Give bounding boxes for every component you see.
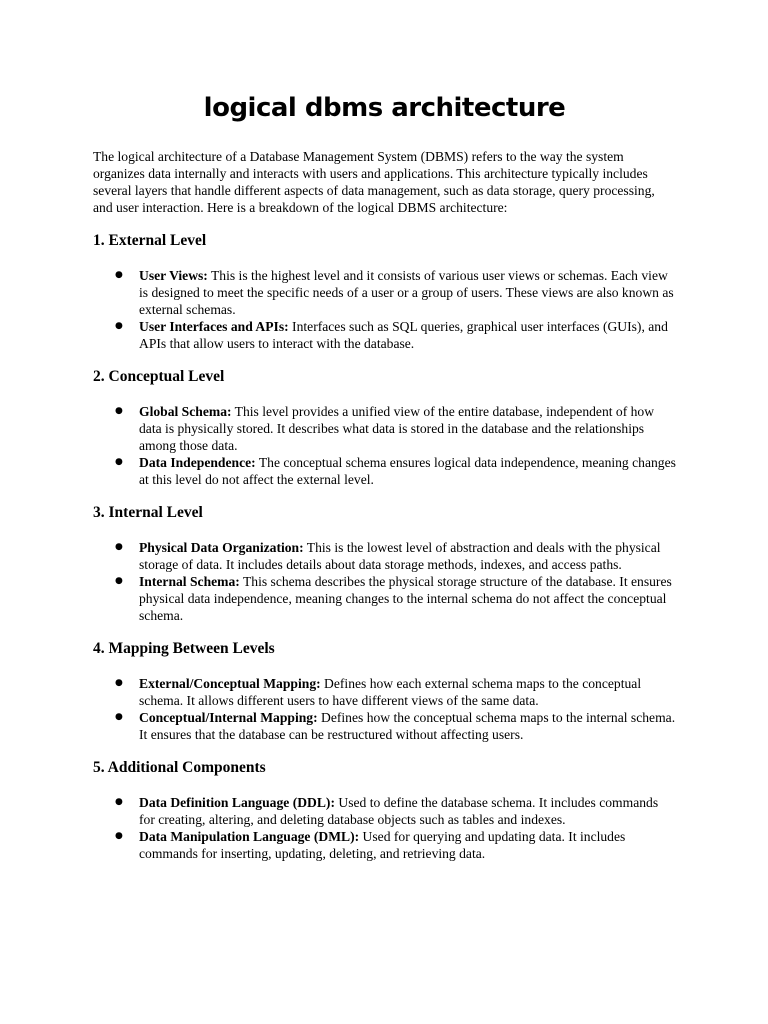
section-heading: 2. Conceptual Level [93, 368, 225, 385]
bullet-icon: ● [115, 542, 123, 552]
list-item [115, 794, 676, 828]
section-heading: 1. External Level [93, 232, 207, 249]
section-heading: 4. Mapping Between Levels [93, 640, 275, 657]
item-text: Interfaces such as SQL queries, graphical user interfaces (GUIs), and APIs that allow users to interact with the database. [139, 319, 668, 351]
item-text: Defines how each external schema maps to the conceptual schema. It allows different users to have different views of the same data. [139, 676, 642, 708]
section-conceptual-level [93, 367, 676, 488]
item-text: Used to define the database schema. It includes commands for creating, altering, and deleting database objects such as tables and indexes. [139, 795, 659, 827]
item-term: User Views: [139, 268, 208, 283]
list-item [115, 828, 676, 862]
list-item [115, 675, 676, 709]
bullet-icon: ● [115, 406, 123, 416]
item-text: This level provides a unified view of the entire database, independent of how data is physically stored. It describes what data is stored in the database and the relationships among those data. [139, 404, 655, 453]
list-item [115, 403, 676, 454]
item-term: Conceptual/Internal Mapping: [139, 710, 318, 725]
section-heading: 3. Internal Level [93, 504, 203, 521]
item-text: The conceptual schema ensures logical data independence, meaning changes at this level do not affect the external level. [139, 455, 676, 487]
item-term: Data Independence: [139, 455, 256, 470]
item-text: This is the highest level and it consists of various user views or schemas. Each view is designed to meet the specific needs of a user or a group of users. These views are also known as external schemas. [139, 268, 674, 317]
list-item [115, 573, 676, 624]
intro-paragraph: The logical architecture of a Database Management System (DBMS) refers to the way the system organizes data internally and interacts with users and applications. This architecture typically includes several layers that handle different aspects of data management, such as data storage, query processing, and user interaction. Here is a breakdown of the logical DBMS architecture: [93, 149, 655, 215]
section-heading: 5. Additional Components [93, 759, 266, 776]
item-term: Physical Data Organization: [139, 540, 304, 555]
list-item [115, 454, 676, 488]
item-term: Global Schema: [139, 404, 232, 419]
item-text: Defines how the conceptual schema maps to the internal schema. It ensures that the database can be restructured without affecting users. [139, 710, 676, 742]
item-term: External/Conceptual Mapping: [139, 676, 321, 691]
bullet-icon: ● [115, 831, 123, 841]
list-item [115, 539, 676, 573]
bullet-icon: ● [115, 457, 123, 467]
section-additional-components [93, 758, 676, 862]
list-item [115, 318, 676, 352]
bullet-icon: ● [115, 678, 123, 688]
page-title: logical dbms architecture [203, 93, 566, 123]
bullet-icon: ● [115, 797, 123, 807]
bullet-list [93, 267, 676, 352]
item-term: Data Definition Language (DDL): [139, 795, 335, 810]
list-item [115, 267, 676, 318]
item-text: This schema describes the physical storage structure of the database. It ensures physical data independence, meaning changes to the internal schema do not affect the conceptual schema. [139, 574, 672, 623]
section-mapping-between-levels [93, 639, 676, 743]
bullet-icon: ● [115, 321, 123, 331]
bullet-list [93, 675, 676, 743]
item-term: Internal Schema: [139, 574, 240, 589]
item-text: This is the lowest level of abstraction and deals with the physical storage of data. It includes details about data storage methods, indexes, and access paths. [139, 540, 661, 572]
bullet-icon: ● [115, 270, 123, 280]
section-external-level [93, 231, 676, 352]
bullet-list [93, 794, 676, 862]
list-item [115, 709, 676, 743]
item-term: Data Manipulation Language (DML): [139, 829, 360, 844]
bullet-list [93, 403, 676, 488]
item-term: User Interfaces and APIs: [139, 319, 289, 334]
bullet-list [93, 539, 676, 624]
section-internal-level [93, 503, 676, 624]
bullet-icon: ● [115, 576, 123, 586]
item-text: Used for querying and updating data. It includes commands for inserting, updating, deleting, and retrieving data. [139, 829, 626, 861]
bullet-icon: ● [115, 712, 123, 722]
